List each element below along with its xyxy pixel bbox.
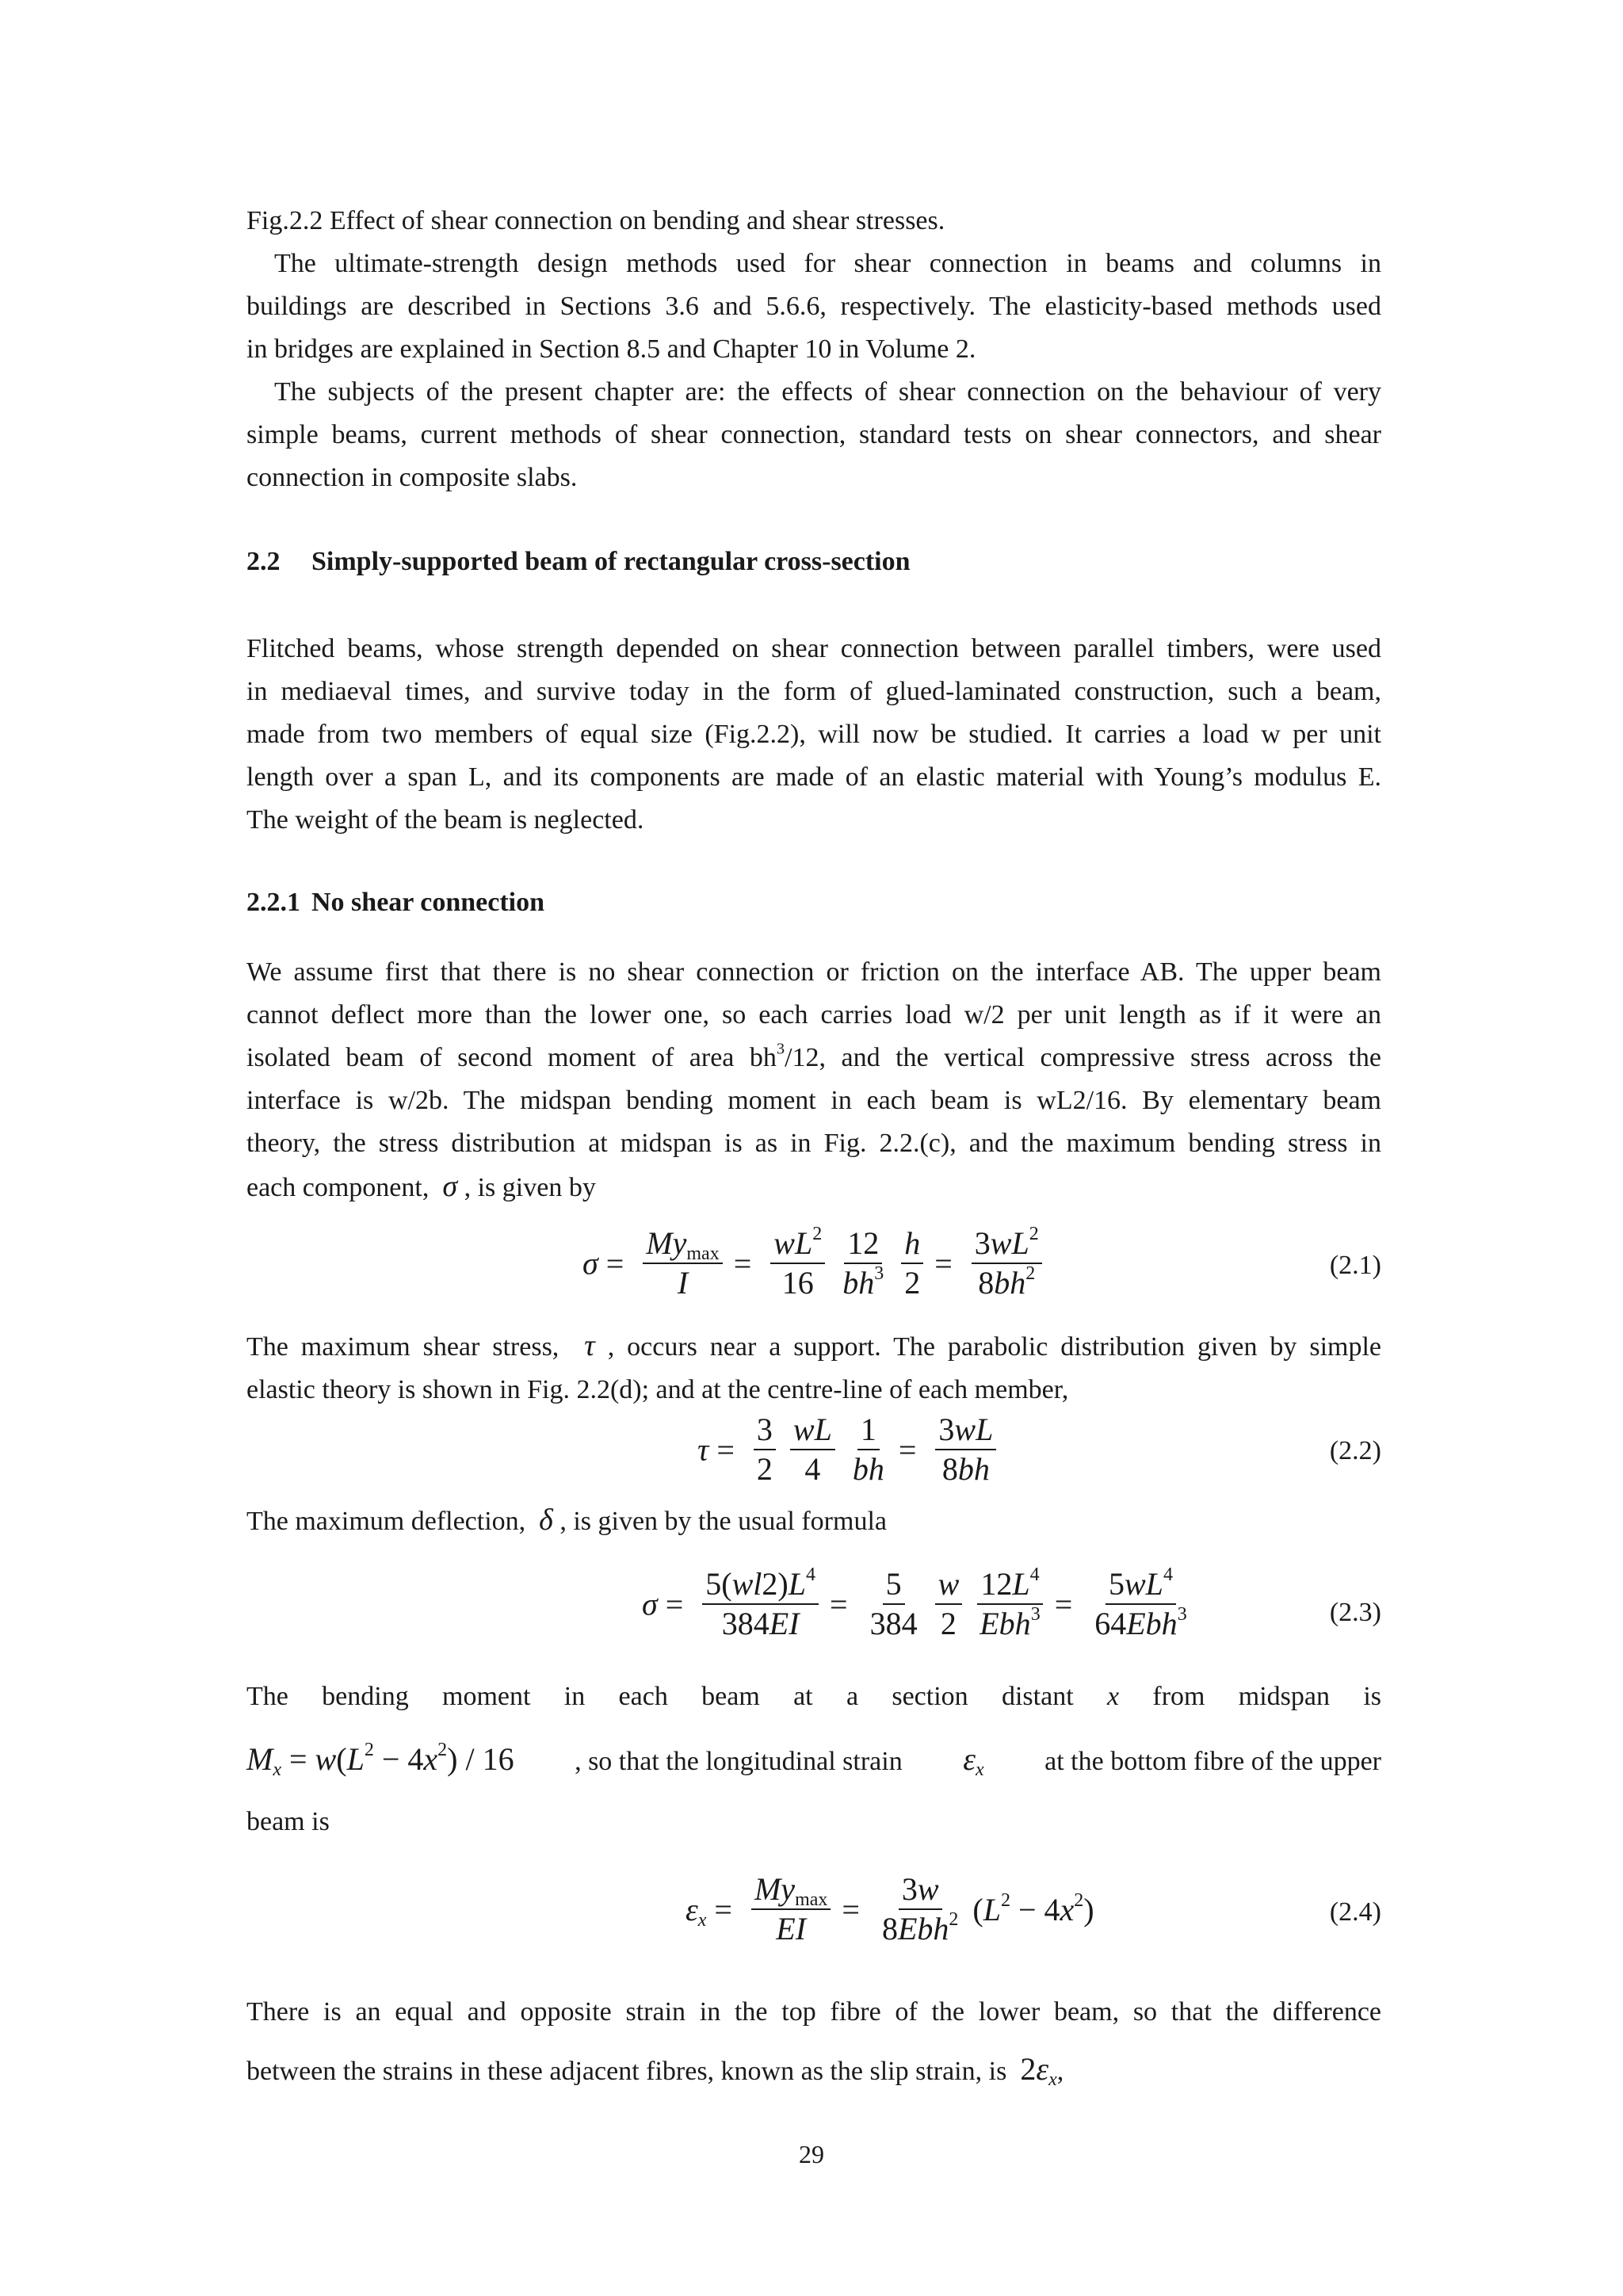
paragraph-slip-strain: There is an equal and opposite strain in the top fibre of the lower beam, so that the difference between the strains in these adjacent fibres, known as the slip strain, is $2\varepsilon_x$, bbox=[246, 1997, 1381, 2091]
paragraph-bending-moment: The bending moment in each beam at a section distant x from midspan is bbox=[246, 1682, 1381, 1711]
equation-number-2-1: (2.1) bbox=[1329, 1251, 1381, 1280]
paragraph-max-deflection: The maximum deflection, δ , is given by the usual formula bbox=[246, 1503, 887, 1537]
page-number: 29 bbox=[799, 2140, 824, 2168]
equation-2-2: τ = $\frac{3}{2}$ $\frac{wL}{4}$ $\frac{1}{bh}$ = $\frac{3wL}{8bh}$ bbox=[697, 1411, 999, 1488]
equation-number-2-4: (2.4) bbox=[1329, 1897, 1381, 1927]
equation-number-2-2: (2.2) bbox=[1329, 1436, 1381, 1465]
paragraph-design-methods: The ultimate-strength design methods used for shear connection in beams and columns in buildings are described in Sections 3.6 and 5.6.6, respectively. The elasticity-based methods used in bridges are explained in Section 8.5 and Chapter 10 in Volume 2. bbox=[246, 249, 1381, 364]
paragraph-bending-moment-line3: beam is bbox=[246, 1807, 330, 1836]
equation-2-4: $\varepsilon_x$ = $\frac{My_{max}}{EI}$ = $\frac{3w}{8Ebh^2}$ $(L^2 - 4x^2)$ bbox=[685, 1871, 1094, 1946]
equation-number-2-3: (2.3) bbox=[1329, 1598, 1381, 1627]
equation-2-3: σ = $\frac{5(wl2)L^4}{384EI}$ = $\frac{5}{384}$ $\frac{w}{2}$ $\frac{12L^4}{Ebh^3}$ = $\frac{5wL^4}{64Ebh^3}$ bbox=[642, 1564, 1187, 1641]
moment-expression: $M_x = w(L^2 - 4x^2) / 16$ bbox=[246, 1740, 514, 1781]
paragraph-no-shear-connection: We assume first that there is no shear connection or friction on the interface AB. The upper beam cannot deflect more than the lower one, so each carries load w/2 per unit length as if it were an isolated beam of second moment of area $bh^3/12$, and the vertical compressive stress across the interface is w/2b. The midspan bending moment in each beam is wL2/16. By elementary beam theory, the stress distribution at midspan is as in Fig. 2.2.(c), and the maximum bending stress in each component, σ , is given by bbox=[246, 957, 1381, 1203]
equation-2-1: σ = $\frac{My_{max}}{I}$ = $\frac{wL^2}{16}$ $\frac{12}{bh^3}$ $\frac{h}{2}$ = $\frac{3wL^2}{8bh^2}$ bbox=[582, 1224, 1045, 1302]
section-heading-2-2-1: 2.2.1 No shear connection bbox=[246, 888, 545, 917]
paragraph-flitched-beams: Flitched beams, whose strength depended on shear connection between parallel timbers, were used in mediaeval times, and survive today in the form of glued-laminated construction, such a beam, made from two members of equal size (Fig.2.2), will now be studied. It carries a load w per unit length over a span L, and its components are made of an elastic material with Young’s modulus E. The weight of the beam is neglected. bbox=[246, 634, 1381, 835]
paragraph-chapter-subjects: The subjects of the present chapter are: the effects of shear connection on the behaviour of very simple beams, current methods of shear connection, standard tests on shear connectors, and shear connection in composite slabs. bbox=[246, 377, 1381, 492]
paragraph-max-shear: The maximum shear stress, τ , occurs near a support. The parabolic distribution given by simple elastic theory is shown in Fig. 2.2(d); and at the centre-line of each member, bbox=[246, 1329, 1382, 1404]
section-heading-2-2: 2.2 Simply-supported beam of rectangular cross-section bbox=[246, 547, 911, 576]
figure-caption: Fig.2.2 Effect of shear connection on bending and shear stresses. bbox=[246, 206, 945, 235]
paragraph-bending-moment-line2: $M_x = w(L^2 - 4x^2) / 16$ , so that the longitudinal strain $\varepsilon_x$ at the bottom fibre of the upper bbox=[246, 1736, 1381, 1786]
